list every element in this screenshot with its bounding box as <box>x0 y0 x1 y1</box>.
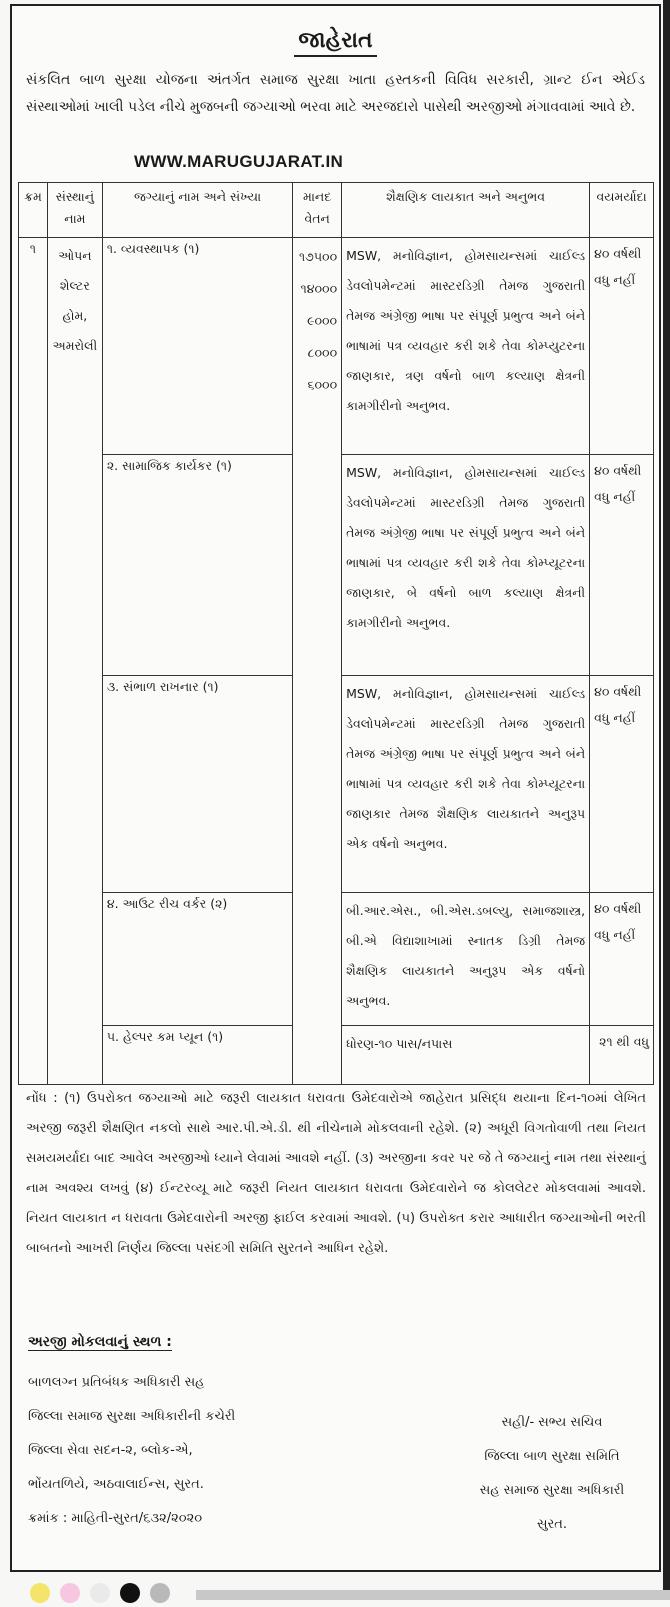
post-cell: ૧. વ્યવસ્થાપક (૧) <box>102 238 292 455</box>
qualification-cell: ધોરણ-૧૦ પાસ/નપાસ <box>342 1026 590 1085</box>
qualification-cell: MSW, મનોવિજ્ઞાન, હોમસાયન્સમાં ચાઈલ્ડ ડેવલોપમેન્ટમાં માસ્ટરડિગ્રી તેમજ ગુજરાતી તેમજ અંગ્રેજી ભાષા પર સંપૂર્ણ પ્રભુત્વ અને બંને ભાષામાં પત્ર વ્યવહાર કરી શકે તેવા કોમ્પ્યૂટરના જાણકાર તેમજ શૈક્ષણિક લાયકાતને અનુરૂપ એક વર્ષનો અનુભવ. <box>342 676 590 893</box>
bottom-bar <box>196 1590 670 1600</box>
address-line: જિલ્લા સેવા સદન-૨, બ્લોક-એ, <box>28 1443 193 1458</box>
pink-dot <box>60 1583 80 1603</box>
address-line: જિલ્લા સમાજ સુરક્ષા અધિકારીની કચેરી <box>28 1409 236 1424</box>
website-watermark: WWW.MARUGUJARAT.IN <box>134 152 344 171</box>
vacancy-table <box>18 182 654 1085</box>
post-cell: ૨. સામાજિક કાર્યકર (૧) <box>102 455 292 676</box>
yellow-dot <box>30 1583 50 1603</box>
qualification-cell: બી.આર.એસ., બી.એસ.ડબલ્યુ, સમાજશાસ્ત્ર, બી.એ વિદ્યાશાખામાં સ્નાતક ડિગ્રી તેમજ શૈક્ષણિક લાયકાતને અનુરૂપ એક વર્ષનો અનુભવ. <box>342 893 590 1026</box>
age-cell: ૪૦ વર્ષથી વધુ નહીં <box>590 676 654 893</box>
age-cell: ૪૦ વર્ષથી વધુ નહીં <box>590 238 654 455</box>
qualification-cell: MSW, મનોવિજ્ઞાન, હોમસાયન્સમાં ચાઈલ્ડ ડેવલોપમેન્ટમાં માસ્ટરડિગ્રી તેમજ ગુજરાતી તેમજ અંગ્રેજી ભાષા પર સંપૂર્ણ પ્રભુત્વ અને બંને ભાષામાં પત્ર વ્યવહાર કરી શકે તેવા કોમ્પ્યૂટરના જાણકાર, બે વર્ષનો બાળ કલ્યાણ ક્ષેત્રની કામગીરીનો અનુભવ. <box>342 455 590 676</box>
header-serial: ક્રમ <box>19 183 48 238</box>
pay-value: ૯૦૦૦ <box>307 313 338 328</box>
intro-paragraph: સંકલિત બાળ સુરક્ષા યોજના અંતર્ગત સમાજ સુરક્ષા ખાતા હસ્તકની વિવિધ સરકારી, ગ્રાન્ટ ઈન એઈડ સંસ્થાઓમાં ખાલી પડેલ નીચે મુજબની જગ્યાઓ ભરવા માટે અરજદારો પાસેથી અરજીઓ મંગાવવામાં આવે છે. <box>26 72 645 115</box>
pay-value: ૮૦૦૦ <box>307 345 338 360</box>
white-dot <box>90 1583 110 1603</box>
address-block <box>28 1366 235 1536</box>
header-post: જગ્યાનું નામ અને સંખ્યા <box>102 183 292 238</box>
pay-value: ૧૪૦૦૦ <box>300 281 338 296</box>
post-cell: ૩. સંભાળ રાખનાર (૧) <box>102 676 292 893</box>
address-title: અરજી મોકલવાનું સ્થળ : <box>28 1334 172 1350</box>
grey-dot <box>150 1583 170 1603</box>
address-line: ભોંયતળિયે, અઠવાલાઈન્સ, સુરત. <box>28 1477 204 1492</box>
notes-paragraph: નોંધ : (૧) ઉપરોક્ત જગ્યાઓ માટે જરૂરી લાયકાત ધરાવતા ઉમેદવારોએ જાહેરાત પ્રસિદ્ધ થયાના દિન-૧૦માં લેખિત અરજી જરૂરી શૈક્ષણિત નકલો સાથે આર.પી.એ.ડી. થી નીચેનામે મોકલવાની રહેશે. (૨) અધૂરી વિગતોવાળી તથા નિયત સમયમર્યાદા બાદ આવેલ અરજીઓ ધ્યાને લેવામાં આવશે નહીં. (૩) અરજીના કવર પર જે તે જગ્યાનું નામ તથા સંસ્થાનું નામ અવશ્ય લખવું (૪) ઈન્ટરવ્યૂ માટે જરૂરી નિયત લાયકાત ધરાવતા ઉમેદવારોને જ કોલલેટર મોકલવામાં આવશે. નિયત લાયકાત ન ધરાવતા ઉમેદવારોની અરજી ફાઈલ કરવામાં આવશે. (૫) ઉપરોક્ત કરાર આધારીત જગ્યાઓની ભરતી બાબતનો આખરી નિર્ણય જિલ્લા પસંદગી સમિતિ સુરતને આધિન રહેશે. <box>26 1091 646 1256</box>
signature-line: સહી/- સભ્ય સચિવ <box>501 1415 603 1430</box>
age-cell: ૨૧ થી વધુ <box>590 1026 654 1085</box>
table-header-row <box>19 183 654 238</box>
qualification-cell: MSW, મનોવિજ્ઞાન, હોમસાયન્સમાં ચાઈલ્ડ ડેવલોપમેન્ટમાં માસ્ટરડિગ્રી તેમજ ગુજરાતી તેમજ અંગ્રેજી ભાષા પર સંપૂર્ણ પ્રભુત્વ અને બંને ભાષામાં પત્ર વ્યવહાર કરી શકે તેવા કોમ્પ્યુટરના જાણકાર, ત્રણ વર્ષનો બાળ કલ્યાણ ક્ષેત્રની કામગીરીનો અનુભવ. <box>342 238 590 455</box>
org-cell: ઓપન શેલ્ટર હોમ, અમરોલી <box>47 238 102 1085</box>
serial-cell: ૧ <box>19 238 48 1085</box>
signature-block <box>452 1406 652 1542</box>
header-pay: માનદ વેતન <box>293 183 342 238</box>
page-title: જાહેરાત <box>294 28 376 57</box>
pay-value: ૬૦૦૦ <box>307 377 338 392</box>
color-dots-strip <box>30 1583 200 1600</box>
table-row <box>19 238 654 455</box>
signature-line: સહ સમાજ સુરક્ષા અધિકારી <box>479 1483 625 1498</box>
reference-number: ક્રમાંક : માહિતી-સુરત/૬૩૨/૨૦૨૦ <box>28 1511 203 1526</box>
age-cell: ૪૦ વર્ષથી વધુ નહીં <box>590 455 654 676</box>
post-cell: ૪. આઉટ રીચ વર્કર (૨) <box>102 893 292 1026</box>
header-org: સંસ્થાનું નામ <box>47 183 102 238</box>
right-edge-border <box>663 0 670 1600</box>
address-line: બાળલગ્ન પ્રતિબંધક અધિકારી સહ <box>28 1375 205 1390</box>
post-cell: ૫. હેલ્પર કમ પ્યૂન (૧) <box>102 1026 292 1085</box>
advertisement-sheet <box>10 4 661 1572</box>
signature-line: જિલ્લા બાળ સુરક્ષા સમિતિ <box>484 1449 620 1464</box>
header-age: વયમર્યાદા <box>590 183 654 238</box>
header-qualification: શૈક્ષણિક લાયકાત અને અનુભવ <box>342 183 590 238</box>
signature-line: સુરત. <box>536 1517 567 1532</box>
pay-cell <box>293 238 342 1085</box>
age-cell: ૪૦ વર્ષથી વધુ નહીં <box>590 893 654 1026</box>
pay-value: ૧૭૫૦૦ <box>299 249 338 264</box>
black-dot <box>120 1583 140 1603</box>
